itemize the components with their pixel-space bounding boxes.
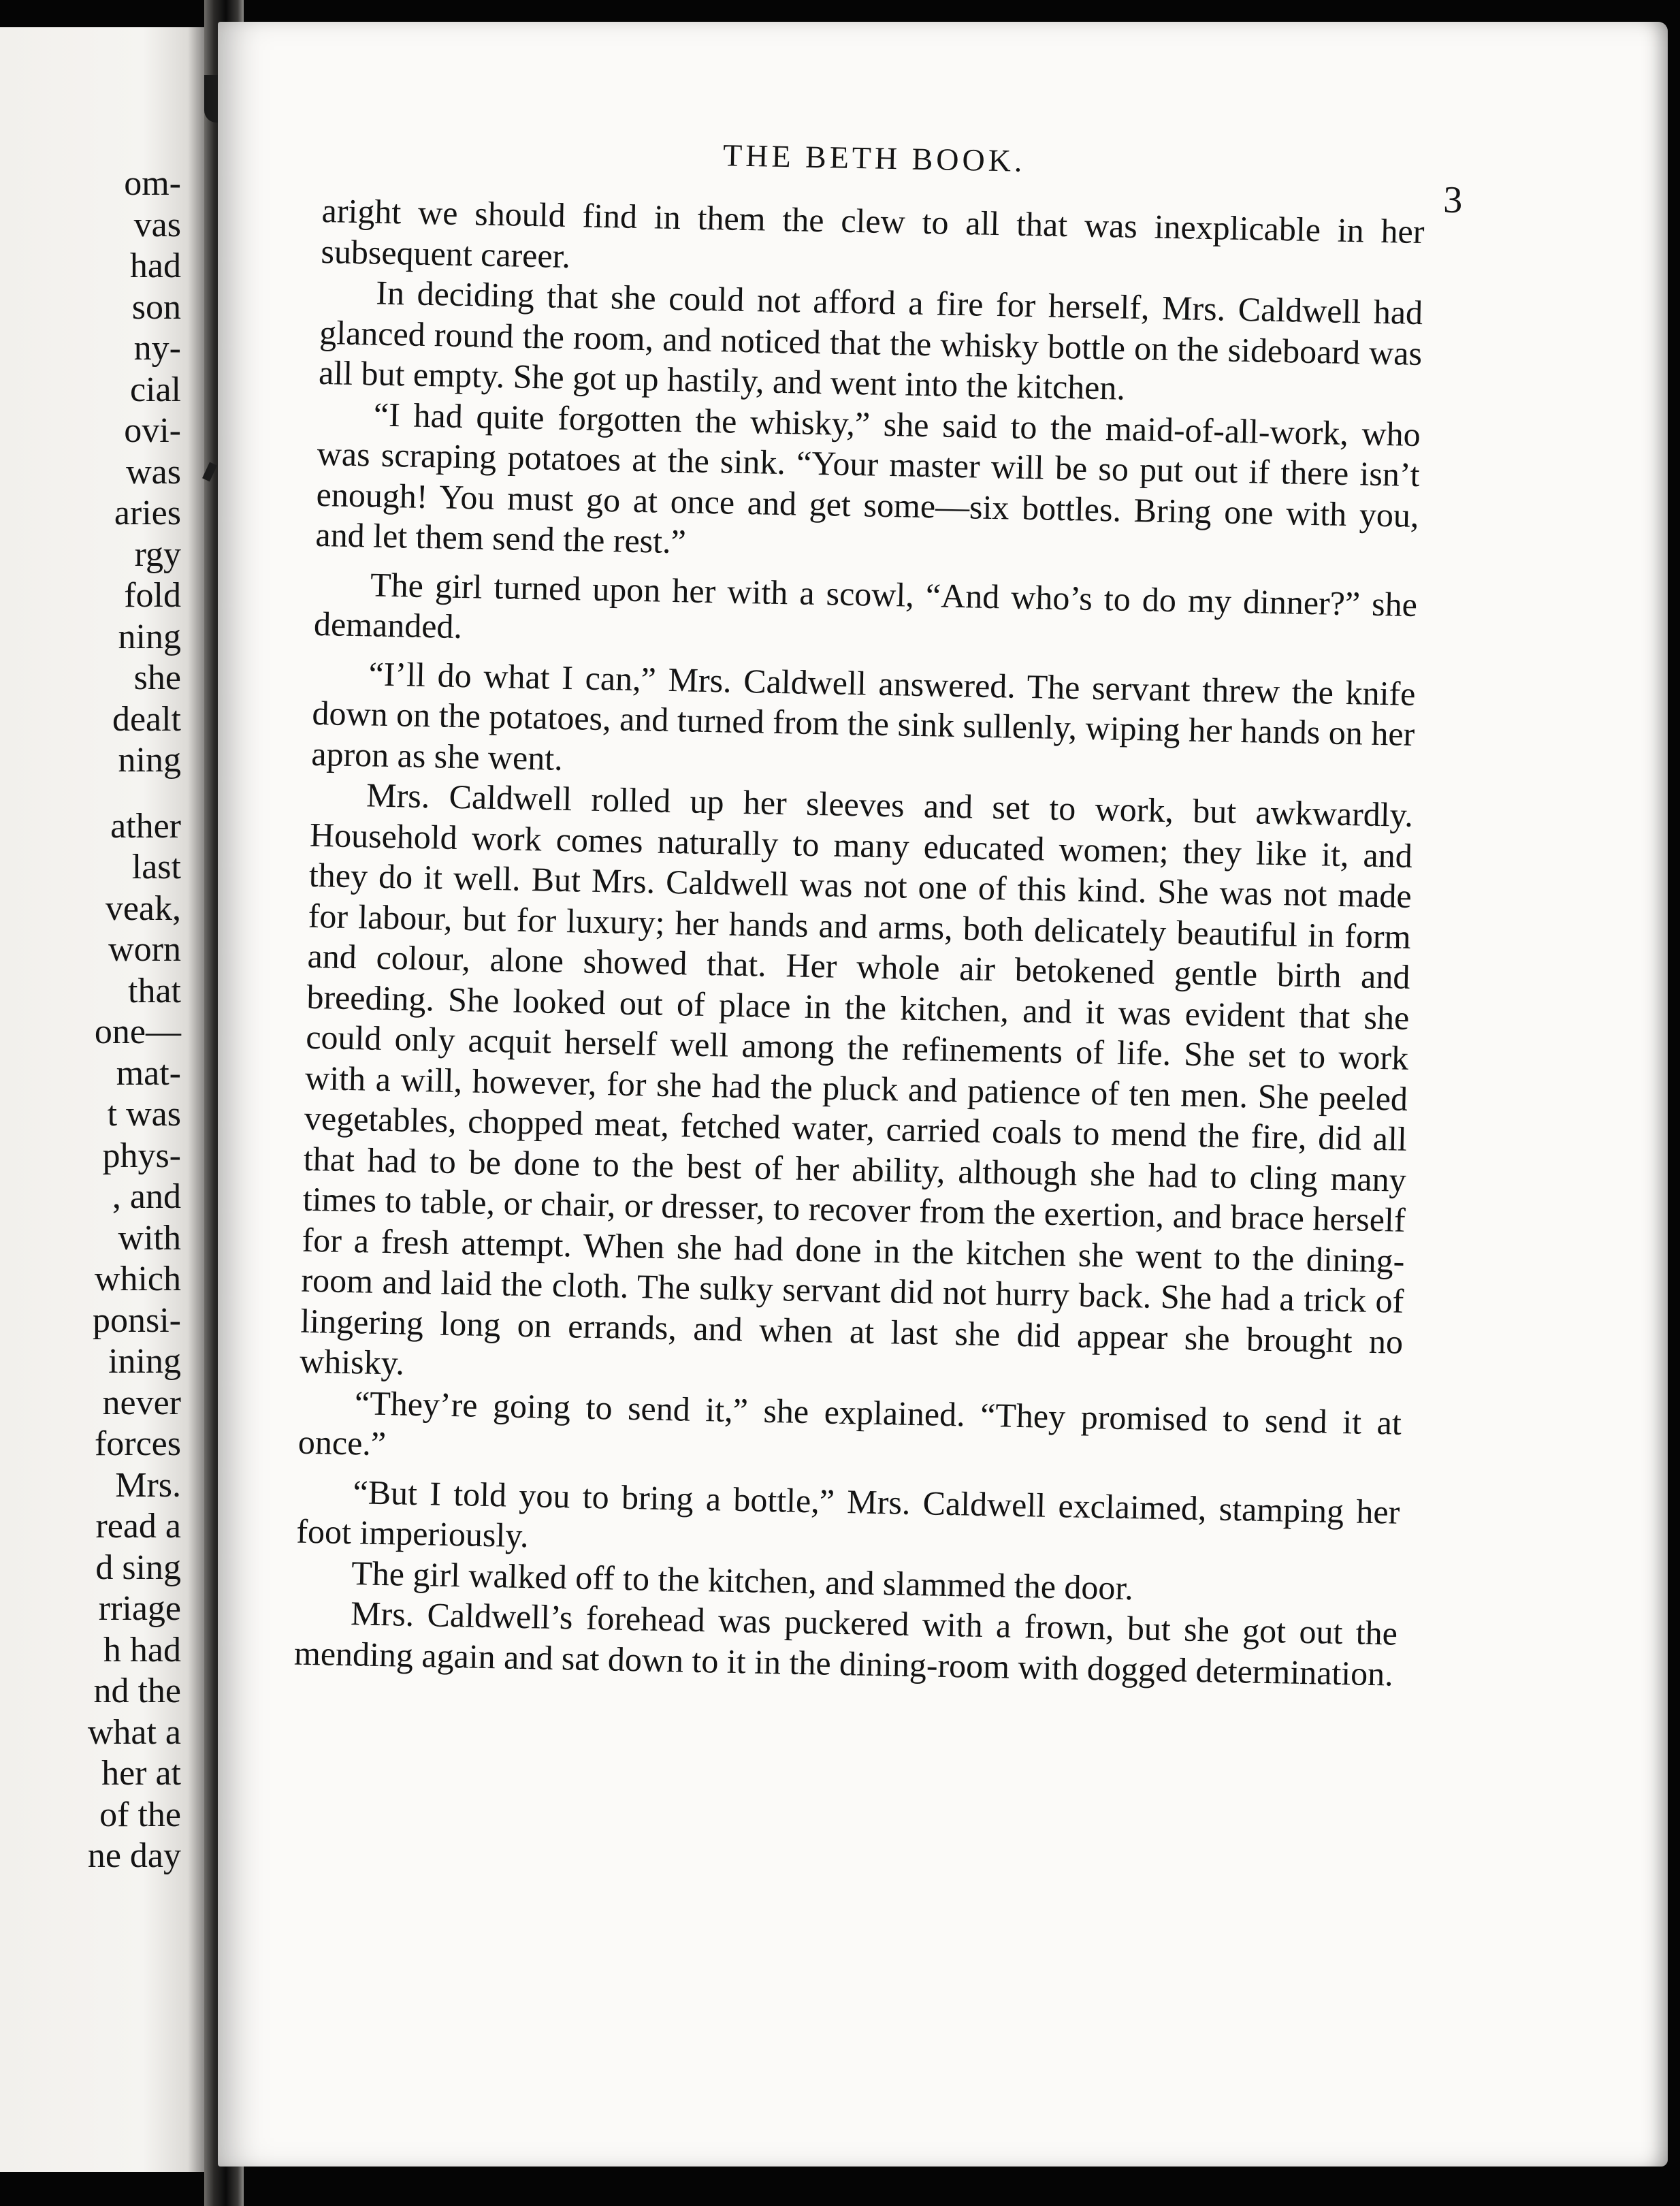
paragraph: “But I told you to bring a bottle,” Mrs. Caldwell exclaimed, stamping her foot imperiously. bbox=[295, 1472, 1400, 1555]
left-fragment: was bbox=[126, 452, 181, 492]
left-fragment: forces bbox=[94, 1424, 181, 1463]
left-fragment: with bbox=[118, 1218, 181, 1258]
left-fragment: which bbox=[94, 1260, 181, 1298]
left-fragment: fold bbox=[124, 576, 181, 615]
paragraph: “I had quite forgotten the whisky,” she said to the maid-of-all-work, who was scraping potatoes at the sink. “Your master will be so put out if there isn’t enough! You must go at once and get some—six bottles. Bring one with you, and let them send the rest.” bbox=[315, 395, 1421, 561]
left-fragment: son bbox=[131, 287, 181, 327]
left-fragment: dealt bbox=[112, 699, 181, 739]
left-fragment: of the bbox=[99, 1795, 181, 1834]
paragraph: “I’ll do what I can,” Mrs. Caldwell answered. The servant threw the knife down on the potatoes, and turned from the sink sullenly, wiping her hands on her apron as she went. bbox=[310, 654, 1416, 778]
left-fragment: rriage bbox=[98, 1589, 181, 1628]
left-fragment: ovi- bbox=[124, 411, 181, 450]
left-fragment: one— bbox=[94, 1012, 181, 1051]
left-fragment: that bbox=[128, 971, 181, 1010]
left-fragment: Mrs. bbox=[115, 1465, 181, 1505]
left-fragment: om- bbox=[124, 164, 181, 203]
left-fragment: vas bbox=[133, 205, 181, 244]
left-fragment: nd the bbox=[93, 1672, 181, 1710]
left-fragment: ponsi- bbox=[93, 1300, 181, 1340]
left-page-text-fragments bbox=[88, 163, 181, 1877]
left-fragment: worn bbox=[108, 930, 181, 969]
left-fragment: , and bbox=[112, 1177, 181, 1216]
body-text bbox=[293, 191, 1425, 1695]
left-fragment: veak, bbox=[105, 889, 181, 928]
left-fragment: cial bbox=[129, 370, 181, 409]
paragraph: aright we should find in them the clew to all that was inexplicable in her subsequent career. bbox=[321, 191, 1425, 275]
left-fragment: ning bbox=[118, 617, 181, 656]
left-fragment: she bbox=[133, 658, 181, 697]
paragraph: “They’re going to send it,” she explained. “They promised to send it at once.” bbox=[297, 1383, 1402, 1463]
left-fragment: aries bbox=[114, 494, 181, 532]
left-fragment: ny- bbox=[133, 329, 181, 368]
paragraph: The girl walked off to the kitchen, and slammed the door. bbox=[351, 1553, 1134, 1607]
left-fragment: d sing bbox=[95, 1548, 181, 1587]
left-fragment: ne day bbox=[87, 1836, 181, 1875]
running-head-title: THE BETH BOOK. bbox=[722, 138, 1026, 178]
left-fragment: last bbox=[131, 848, 181, 886]
left-fragment: rgy bbox=[134, 534, 181, 574]
left-facing-page bbox=[0, 27, 204, 2172]
left-fragment: t was bbox=[107, 1095, 181, 1134]
page-number: 3 bbox=[1442, 178, 1463, 222]
paragraph: In deciding that she could not afford a fire for herself, Mrs. Caldwell had glanced round the room, and noticed that the whisky bottle on the sideboard was all but empty. She got up hastily, and went into the kitchen. bbox=[318, 273, 1423, 407]
left-fragment: had bbox=[129, 246, 181, 285]
left-fragment: h had bbox=[103, 1630, 181, 1669]
paragraph: Mrs. Caldwell’s forehead was puckered with a frown, but she got out the mending again and sat down to it in the dining-room with dogged determination. bbox=[293, 1594, 1398, 1693]
page-content bbox=[293, 129, 1463, 1695]
left-fragment: read a bbox=[95, 1507, 181, 1546]
left-fragment: mat- bbox=[116, 1053, 181, 1093]
left-fragment: what a bbox=[87, 1712, 181, 1752]
left-fragment: ning bbox=[118, 741, 181, 780]
left-fragment: phys- bbox=[102, 1136, 181, 1175]
paragraph: The girl turned upon her with a scowl, “And who’s to do my dinner?” she demanded. bbox=[313, 564, 1418, 646]
left-fragment: never bbox=[102, 1383, 181, 1422]
left-fragment: her at bbox=[101, 1754, 181, 1793]
left-fragment: ining bbox=[108, 1342, 181, 1381]
paragraph: Mrs. Caldwell rolled up her sleeves and set to work, but awkwardly. Household work comes naturally to many educated women; they like it, and they do it well. But Mrs. Caldwell was not one of this kind. She was not made for labour, but for luxury; her hands and arms, both delicately beautiful in form and colour, alone showed that. Her whole air betokened gentle birth and breeding. She looked out of place in the kitchen, and it was evident that she could only acquit herself well among the refinements of life. She set to work with a will, however, for she had the pluck and patience of ten men. She peeled vegetables, chopped meat, fetched water, carried coals to mend the fire, did all that had to be done to the best of her ability, although she had to cling many times to table, or chair, or dresser, to recover from the exertion, and brace herself for a fresh attempt. When she had done in the kitchen she went to the dining-room and laid the cloth. The sulky servant did not hurry back. She had a trick of lingering long on errands, and when at last she did appear she brought no whisky. bbox=[299, 776, 1414, 1382]
left-fragment: ather bbox=[110, 806, 181, 846]
